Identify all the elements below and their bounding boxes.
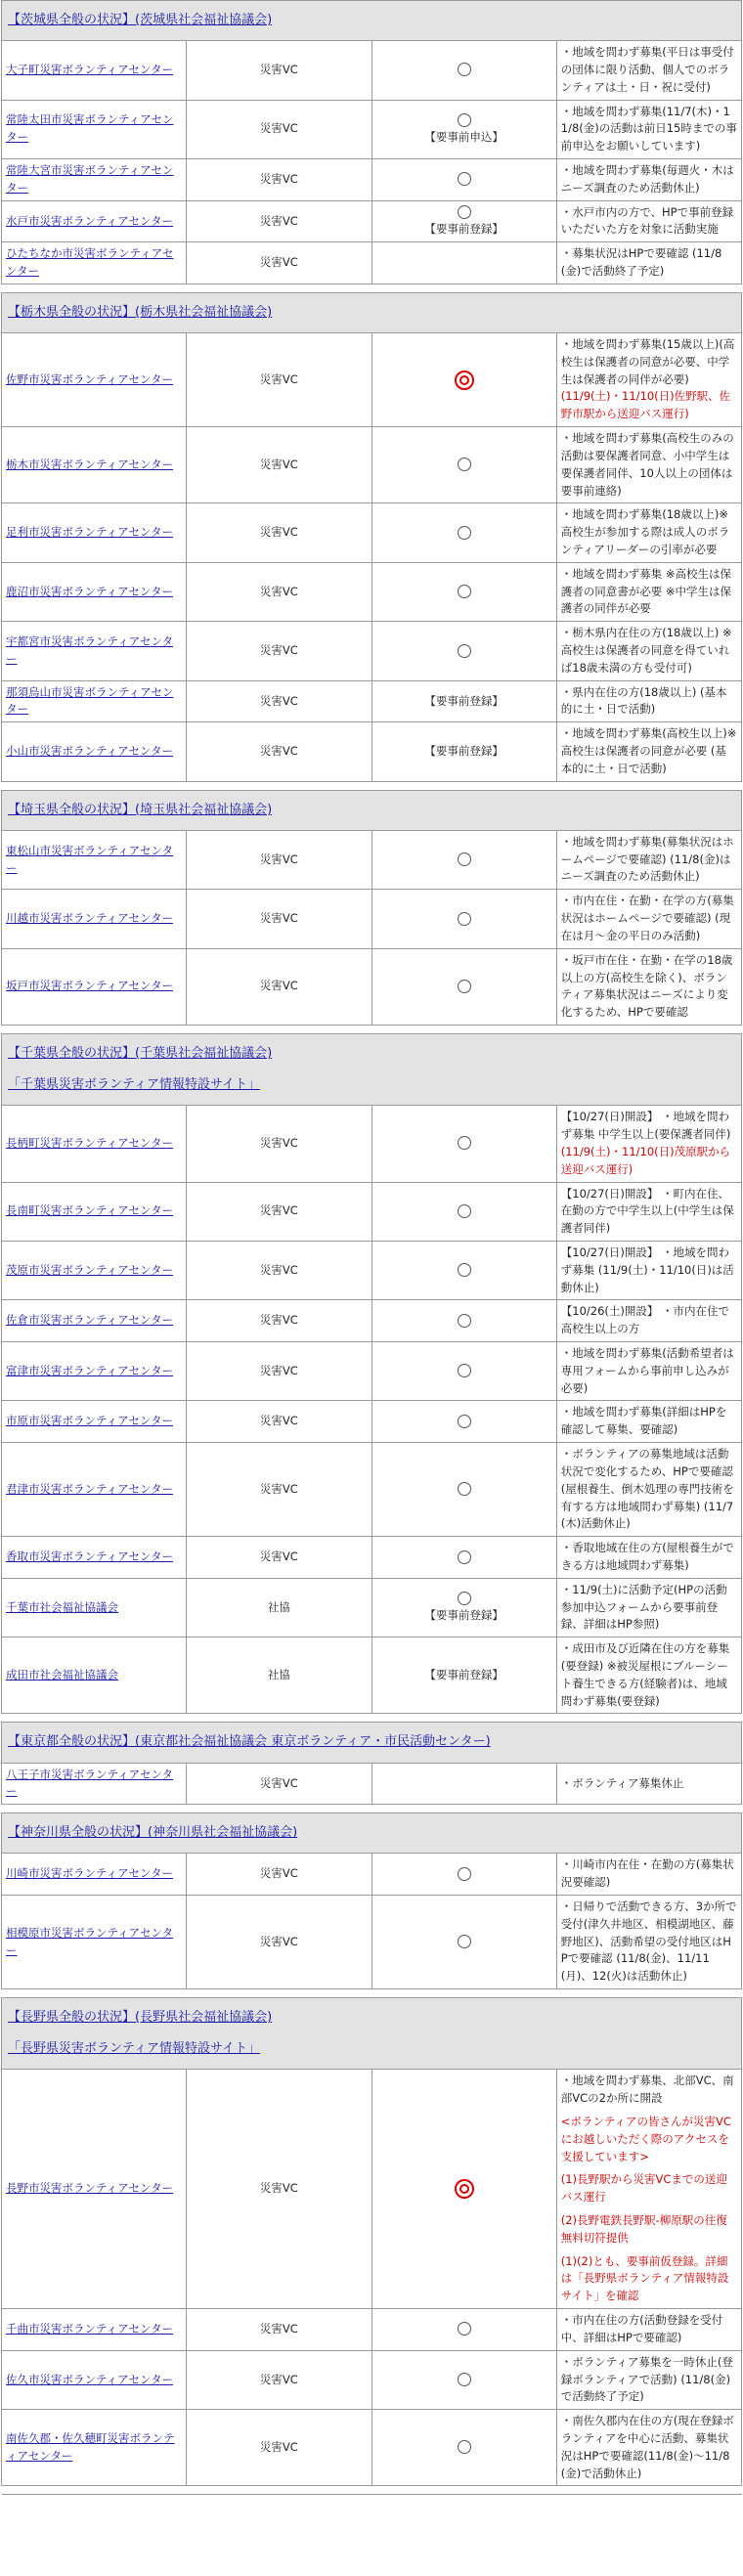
center-link[interactable]: 千葉市社会福祉協議会: [6, 1599, 118, 1614]
table-row: [2, 159, 742, 201]
status-cell: [372, 1578, 556, 1637]
circle-icon: [458, 980, 471, 993]
registration-note: 【要事前登録】: [424, 1667, 503, 1681]
circle-icon: [458, 113, 471, 127]
center-link[interactable]: 長野市災害ボランティアセンター: [6, 2181, 174, 2196]
status-cell: [372, 503, 556, 562]
center-type: 災害VC: [187, 1342, 372, 1401]
recruit-note: ・川崎市内在住・在勤の方(募集状況要確認): [560, 1857, 734, 1890]
status-cell: [372, 242, 556, 284]
recruit-note: ・地域を問わず募集(活動希望者は専用フォームから事前申し込みが必要): [560, 1346, 734, 1395]
bus-note: (11/9(土)・11/10(日)茂原駅から送迎バス運行): [560, 1144, 731, 1176]
status-cell: [372, 1106, 556, 1182]
circle-icon: [458, 2440, 471, 2454]
prefecture-header: [2, 1, 742, 41]
status-cell: [372, 2070, 556, 2309]
recruit-note: ・成田市及び近隣在住の方を募集(要登録) ※被災屋根にブルーシート養生できる方(経験者)は、地域問わず募集(要登録): [560, 1641, 730, 1708]
circle-icon: [458, 1550, 471, 1564]
center-type: 災害VC: [187, 1106, 372, 1182]
registration-note: 【要事前登録】: [424, 222, 503, 237]
recruit-note: 【10/27(日)開設】 ・地域を問わず募集 中学生以上(要保護者同伴): [560, 1110, 731, 1142]
center-link[interactable]: 栃木市災害ボランティアセンター: [6, 457, 174, 471]
vc-status-table: [1, 0, 742, 2495]
center-type: 災害VC: [187, 722, 372, 781]
table-row: [2, 1106, 742, 1182]
circle-icon: [458, 1482, 471, 1496]
status-cell: [372, 1300, 556, 1342]
center-link[interactable]: 東松山市災害ボランティアセンター: [6, 843, 174, 875]
section-gap: [2, 2486, 742, 2495]
table-row: [2, 427, 742, 503]
center-link[interactable]: 那須烏山市災害ボランティアセンター: [6, 684, 174, 717]
center-type: 災害VC: [187, 1537, 372, 1579]
double-circle-icon: [455, 2179, 474, 2199]
status-cell: [372, 159, 556, 201]
center-link[interactable]: 市原市災害ボランティアセンター: [6, 1414, 174, 1428]
circle-icon: [458, 1204, 471, 1218]
status-cell: [372, 948, 556, 1025]
center-type: 災害VC: [187, 200, 372, 242]
access-note: <ボランティアの皆さんが災害VCにお越しいただく際のアクセスを支援しています>: [560, 2114, 731, 2163]
table-row: [2, 333, 742, 427]
center-type: 災害VC: [187, 333, 372, 427]
table-row: [2, 1578, 742, 1637]
status-cell: [372, 100, 556, 158]
prefecture-link[interactable]: 【茨城県全般の状況】(茨城県社会福祉協議会): [8, 13, 273, 27]
center-link[interactable]: 君津市災害ボランティアセンター: [6, 1481, 174, 1496]
recruit-note: ・募集状況はHPで要確認 (11/8(金)で活動終了予定): [560, 246, 722, 279]
circle-icon: [458, 1263, 471, 1277]
status-cell: [372, 1854, 556, 1896]
circle-icon: [458, 2373, 471, 2386]
registration-note: 【要事前登録】: [424, 744, 503, 759]
status-cell: [372, 890, 556, 948]
access-note: (2)長野電鉄長野駅-柳原駅の往復無料切符提供: [560, 2213, 727, 2245]
section-gap: [2, 1714, 742, 1723]
section-gap: [2, 781, 742, 790]
center-type: 災害VC: [187, 1443, 372, 1537]
status-cell: [372, 2410, 556, 2486]
center-link[interactable]: 南佐久郡・佐久穂町災害ボランティアセンター: [6, 2430, 175, 2463]
circle-icon: [458, 912, 471, 926]
circle-icon: [458, 585, 471, 598]
table-row: [2, 722, 742, 781]
circle-icon: [458, 1592, 471, 1605]
table-row: [2, 1182, 742, 1241]
special-site-link[interactable]: 「千葉県災害ボランティア情報特設サイト」: [8, 1077, 261, 1093]
center-link[interactable]: 足利市災害ボランティアセンター: [6, 525, 174, 540]
prefecture-header: [2, 790, 742, 830]
center-link[interactable]: 佐倉市災害ボランティアセンター: [6, 1313, 174, 1328]
registration-note: 【要事前申込】: [424, 130, 503, 145]
prefecture-header: [2, 292, 742, 332]
center-link[interactable]: 川越市災害ボランティアセンター: [6, 911, 174, 926]
table-row: [2, 242, 742, 284]
circle-icon: [458, 526, 471, 540]
recruit-note: ・栃木県内在住の方(18歳以上) ※高校生は保護者の同意を得ていれば18歳未満の方も受付可): [560, 626, 732, 675]
table-row: [2, 1241, 742, 1299]
recruit-note: 【10/27(日)開設】 ・地域を問わず募集 (11/9(土)・11/10(日)は活動休止): [560, 1244, 734, 1294]
recruit-note: 【10/26(土)開設】 ・市内在住で 高校生以上の方: [560, 1304, 730, 1336]
table-row: [2, 100, 742, 158]
recruit-note: ・地域を問わず募集(詳細はHPを確認して募集、要確認): [560, 1405, 727, 1437]
table-row: [2, 948, 742, 1025]
status-cell: [372, 680, 556, 722]
center-type: 災害VC: [187, 1401, 372, 1443]
status-cell: [372, 200, 556, 242]
table-row: [2, 2070, 742, 2309]
recruit-note: ・県内在住の方(18歳以上) (基本的に土・日で活動): [560, 684, 727, 717]
special-site-link[interactable]: 「長野県災害ボランティア情報特設サイト」: [8, 2041, 261, 2057]
status-cell: [372, 1763, 556, 1805]
center-type: 災害VC: [187, 890, 372, 948]
table-row: [2, 1401, 742, 1443]
center-type: 災害VC: [187, 1763, 372, 1805]
center-link[interactable]: 八王子市災害ボランティアセンター: [6, 1767, 174, 1799]
center-type: 災害VC: [187, 2309, 372, 2351]
access-note: (1)長野駅から災害VCまでの送迎バス運行: [560, 2172, 727, 2205]
recruit-note: ・ボランティアの募集地域は活動状況で変化するため、HPで要確認(屋根養生、倒木処理の専門技術を有する方は地域問わず募集) (11/7(木)活動休止): [560, 1447, 734, 1531]
circle-icon: [458, 205, 471, 219]
circle-icon: [458, 1314, 471, 1328]
center-type: 災害VC: [187, 948, 372, 1025]
status-cell: [372, 2309, 556, 2351]
table-row: [2, 1342, 742, 1401]
center-type: 災害VC: [187, 1854, 372, 1896]
center-type: 災害VC: [187, 562, 372, 621]
center-link[interactable]: 小山市災害ボランティアセンター: [6, 744, 174, 759]
status-cell: [372, 1182, 556, 1241]
circle-icon: [458, 1136, 471, 1150]
center-link[interactable]: 坂戸市災害ボランティアセンター: [6, 979, 174, 993]
prefecture-link[interactable]: 【東京都全般の状況】(東京都社会福祉協議会 東京ボランティア・市民活動センター): [8, 1734, 491, 1750]
center-link[interactable]: 相模原市災害ボランティアセンター: [6, 1925, 174, 1957]
recruit-note: 【10/27(日)開設】 ・町内在住、在勤の方で中学生以上(中学生は保護者同伴): [560, 1186, 734, 1236]
recruit-note: ・11/9(土)に活動予定(HPの活動参加申込フォームから要事前登録、詳細はHP参照): [560, 1582, 727, 1632]
circle-icon: [458, 458, 471, 471]
table-row: [2, 562, 742, 621]
center-type: 災害VC: [187, 2350, 372, 2409]
center-link[interactable]: 川崎市災害ボランティアセンター: [6, 1866, 174, 1881]
table-row: [2, 503, 742, 562]
table-row: [2, 622, 742, 680]
circle-icon: [458, 644, 471, 658]
table-row: [2, 830, 742, 889]
center-type: 災害VC: [187, 427, 372, 503]
table-row: [2, 1443, 742, 1537]
center-link[interactable]: 香取市災害ボランティアセンター: [6, 1550, 174, 1564]
registration-note: 【要事前登録】: [424, 1608, 503, 1623]
center-type: 災害VC: [187, 2070, 372, 2309]
status-cell: [372, 622, 556, 680]
center-link[interactable]: 長南町災害ボランティアセンター: [6, 1203, 174, 1218]
center-type: 社協: [187, 1578, 372, 1637]
circle-icon: [458, 1364, 471, 1377]
prefecture-link[interactable]: 【神奈川県全般の状況】(神奈川県社会福祉協議会): [8, 1825, 298, 1841]
center-link[interactable]: 千曲市災害ボランティアセンター: [6, 2321, 174, 2336]
center-link[interactable]: 佐野市災害ボランティアセンター: [6, 371, 174, 386]
prefecture-header: [2, 1723, 742, 1763]
center-type: 社協: [187, 1637, 372, 1714]
status-cell: [372, 830, 556, 889]
table-row: [2, 2410, 742, 2486]
center-link[interactable]: 佐久市災害ボランティアセンター: [6, 2372, 174, 2386]
status-cell: [372, 722, 556, 781]
center-type: 災害VC: [187, 1241, 372, 1299]
recruit-note: ・地域を問わず募集(平日は事受付の団体に限り活動、個人でのボランティアは土・日・祝に受付): [560, 45, 734, 94]
double-circle-icon: [455, 371, 474, 390]
recruit-note: ・南佐久郡内在住の方(現在登録ボランティアを中心に活動、募集状況はHPで要確認(11/8(金)〜11/8(金)で活動休止): [560, 2414, 734, 2480]
center-type: 災害VC: [187, 41, 372, 100]
status-cell: [372, 1637, 556, 1714]
table-row: [2, 1895, 742, 1988]
status-cell: [372, 1342, 556, 1401]
prefecture-link[interactable]: 【栃木県全般の状況】(栃木県社会福祉協議会): [8, 304, 273, 320]
status-cell: [372, 1401, 556, 1443]
status-cell: [372, 1241, 556, 1299]
center-type: 災害VC: [187, 503, 372, 562]
table-row: [2, 2350, 742, 2409]
center-type: 災害VC: [187, 680, 372, 722]
center-type: 災害VC: [187, 1895, 372, 1988]
center-link[interactable]: 常陸太田市災害ボランティアセンター: [6, 112, 174, 145]
table-row: [2, 2309, 742, 2351]
recruit-note: ・水戸市内の方で、HPで事前登録いただいた方を対象に活動実施: [560, 204, 734, 237]
status-cell: [372, 41, 556, 100]
section-gap: [2, 284, 742, 292]
circle-icon: [458, 852, 471, 866]
prefecture-link[interactable]: 【長野県全般の状況】(長野県社会福祉協議会): [8, 2010, 273, 2026]
status-cell: [372, 1537, 556, 1579]
circle-icon: [458, 1415, 471, 1428]
prefecture-header: [2, 1998, 742, 2070]
status-cell: [372, 427, 556, 503]
status-cell: [372, 1895, 556, 1988]
recruit-note: ・市内在住・在勤・在学の方(募集状況はホームページで要確認) (現在は月〜金の平日のみ活動): [560, 894, 734, 942]
center-link[interactable]: 成田市社会福祉協議会: [6, 1667, 118, 1681]
recruit-note: ・日帰りで活動できる方、3か所で受付(津久井地区、相模湖地区、藤野地区)、活動希望の受付地区はHPで要確認 (11/8(金)、11/11(月)、12(火)は活動休止): [560, 1899, 737, 1984]
center-link[interactable]: 茂原市災害ボランティアセンター: [6, 1262, 174, 1277]
section-gap: [2, 1025, 742, 1033]
center-link[interactable]: 鹿沼市災害ボランティアセンター: [6, 584, 174, 598]
recruit-note: ・市内在住の方(活動登録を受付中、詳細はHPで要確認): [560, 2313, 723, 2344]
center-link[interactable]: 長柄町災害ボランティアセンター: [6, 1135, 174, 1150]
prefecture-header: [2, 1813, 742, 1854]
center-link[interactable]: 宇都宮市災害ボランティアセンター: [6, 634, 174, 666]
recruit-note: ・地域を問わず募集(募集状況はホームページで要確認) (11/8(金)はニーズ調査のため活動休止): [560, 834, 734, 884]
table-row: [2, 200, 742, 242]
circle-icon: [458, 1867, 471, 1881]
center-type: 災害VC: [187, 159, 372, 201]
center-type: 災害VC: [187, 1300, 372, 1342]
center-link[interactable]: ひたちなか市災害ボランティアセンター: [6, 246, 174, 279]
prefecture-link[interactable]: 【埼玉県全般の状況】(埼玉県社会福祉協議会): [8, 802, 273, 817]
recruit-note: ・地域を問わず募集(毎週火・木はニーズ調査のため活動休止): [560, 163, 734, 195]
section-gap: [2, 1989, 742, 1998]
table-row: [2, 41, 742, 100]
table-row: [2, 1637, 742, 1714]
bus-note: (11/9(土)・11/10(日)佐野駅、佐野市駅から送迎バス運行): [560, 389, 731, 421]
table-row: [2, 1300, 742, 1342]
circle-icon: [458, 172, 471, 186]
status-cell: [372, 333, 556, 427]
access-note: (1)(2)とも、要事前仮登録。詳細は「長野県ボランティア情報特設サイト」を確認: [560, 2253, 729, 2303]
circle-icon: [458, 63, 471, 76]
center-type: 災害VC: [187, 242, 372, 284]
center-type: 災害VC: [187, 2410, 372, 2486]
circle-icon: [458, 2322, 471, 2336]
center-link[interactable]: 富津市災害ボランティアセンター: [6, 1363, 174, 1377]
prefecture-link[interactable]: 【千葉県全般の状況】(千葉県社会福祉協議会): [8, 1045, 273, 1061]
center-type: 災害VC: [187, 1182, 372, 1241]
table-row: [2, 890, 742, 948]
recruit-note: ・坂戸市在住・在勤・在学の18歳以上の方(高校生を除く)、ボランティア募集状況はニーズにより変化するため、HPで要確認: [560, 952, 733, 1020]
recruit-note: ・地域を問わず募集、北部VC、南部VCの2か所に開設: [560, 2074, 734, 2106]
recruit-note: ・香取地域在住の方(屋根養生ができる方は地域問わず募集): [560, 1541, 734, 1572]
recruit-note: ・地域を問わず募集(11/7(木)・11/8(金)の活動は前日15時までの事前申込をお願いしています): [560, 104, 737, 153]
center-link[interactable]: 常陸大宮市災害ボランティアセンター: [6, 163, 174, 195]
status-cell: [372, 1443, 556, 1537]
table-row: [2, 1537, 742, 1579]
recruit-note: ・地域を問わず募集(高校生以上)※高校生は保護者の同意が必要 (基本的に土・日で活動): [560, 726, 737, 775]
center-type: 災害VC: [187, 100, 372, 158]
table-row: [2, 1854, 742, 1896]
recruit-note: ・地域を問わず募集(15歳以上)(高校生は保護者の同意が必要、中学生は保護者の同伴が必要): [560, 337, 735, 386]
status-cell: [372, 2350, 556, 2409]
section-gap: [2, 1805, 742, 1813]
recruit-note: ・地域を問わず募集(18歳以上)※高校生が参加する際は成人のボランティアリーダーの引率が必要: [560, 507, 730, 556]
center-type: 災害VC: [187, 830, 372, 889]
circle-icon: [458, 1935, 471, 1948]
prefecture-header: [2, 1033, 742, 1105]
table-row: [2, 1763, 742, 1805]
status-cell: [372, 562, 556, 621]
recruit-note: ・ボランティア募集休止: [560, 1775, 684, 1790]
registration-note: 【要事前登録】: [424, 693, 503, 708]
center-link[interactable]: 大子町災害ボランティアセンター: [6, 62, 174, 76]
recruit-note: ・ボランティア募集を一時休止(登録ボランティアで活動) (11/8(金)で活動終了予定): [560, 2354, 733, 2404]
center-type: 災害VC: [187, 622, 372, 680]
center-link[interactable]: 水戸市災害ボランティアセンター: [6, 213, 174, 228]
recruit-note: ・地域を問わず募集(高校生のみの活動は要保護者同意、小中学生は要保護者同伴、10人以上の団体は要事前連絡): [560, 431, 734, 498]
recruit-note: ・地域を問わず募集 ※高校生は保護者の同意書が必要 ※中学生は保護者の同伴が必要: [560, 566, 732, 616]
table-row: [2, 680, 742, 722]
